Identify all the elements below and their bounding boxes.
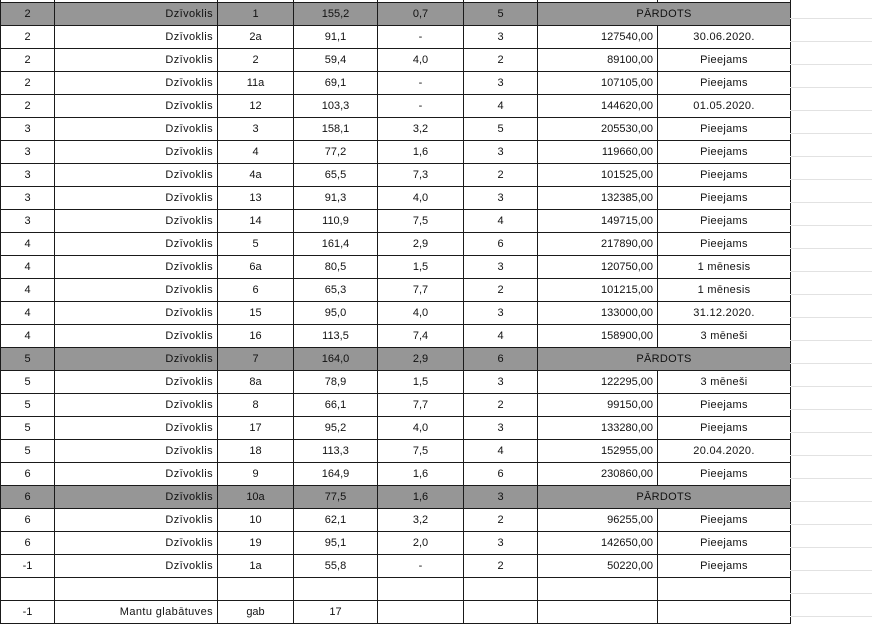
apartment-number-cell[interactable]: 9 xyxy=(218,463,294,486)
floor-cell[interactable]: -1 xyxy=(1,555,55,578)
empty-cell[interactable] xyxy=(1,578,55,601)
status-cell[interactable]: Pieejams xyxy=(658,463,791,486)
apartment-number-cell[interactable]: 5 xyxy=(218,233,294,256)
status-cell[interactable]: Pieejams xyxy=(658,141,791,164)
table-row xyxy=(1,279,791,302)
status-cell[interactable]: Pieejams xyxy=(658,210,791,233)
area-cell[interactable]: 78,9 xyxy=(294,371,378,394)
table-row xyxy=(1,532,791,555)
table-row xyxy=(1,463,791,486)
floor-cell[interactable]: 4 xyxy=(1,279,55,302)
apartment-number-cell[interactable]: 2 xyxy=(218,49,294,72)
empty-cell[interactable] xyxy=(378,601,464,624)
area-cell[interactable]: 164,0 xyxy=(294,348,378,371)
type-cell[interactable]: Dzīvoklis xyxy=(55,187,218,210)
price-cell[interactable]: 96255,00 xyxy=(538,509,658,532)
balcony-area-cell[interactable]: 2,9 xyxy=(378,348,464,371)
balcony-area-cell[interactable]: 2,0 xyxy=(378,532,464,555)
balcony-area-cell[interactable]: - xyxy=(378,26,464,49)
empty-cell[interactable] xyxy=(294,578,378,601)
table-row xyxy=(1,509,791,532)
area-cell[interactable]: 65,3 xyxy=(294,279,378,302)
apartment-number-cell[interactable]: 6 xyxy=(218,279,294,302)
price-cell[interactable]: 133280,00 xyxy=(538,417,658,440)
rooms-cell[interactable]: 3 xyxy=(464,302,538,325)
area-cell[interactable]: 113,3 xyxy=(294,440,378,463)
floor-cell[interactable]: 3 xyxy=(1,141,55,164)
rooms-cell[interactable]: 3 xyxy=(464,486,538,509)
table-row xyxy=(1,187,791,210)
type-cell[interactable]: Dzīvoklis xyxy=(55,279,218,302)
rooms-cell[interactable]: 3 xyxy=(464,141,538,164)
status-sold-cell[interactable]: PĀRDOTS xyxy=(538,486,791,509)
table-row xyxy=(1,26,791,49)
balcony-area-cell[interactable]: - xyxy=(378,72,464,95)
floor-cell[interactable]: 3 xyxy=(1,210,55,233)
empty-cell[interactable] xyxy=(538,601,658,624)
area-cell[interactable]: 91,1 xyxy=(294,26,378,49)
floor-cell[interactable]: 4 xyxy=(1,302,55,325)
table-row xyxy=(1,256,791,279)
table-row xyxy=(1,371,791,394)
floor-cell[interactable]: 6 xyxy=(1,509,55,532)
table-row xyxy=(1,72,791,95)
floor-cell[interactable]: 4 xyxy=(1,233,55,256)
apartment-number-cell[interactable]: 19 xyxy=(218,532,294,555)
floor-cell[interactable]: 2 xyxy=(1,3,55,26)
status-sold-cell[interactable]: PĀRDOTS xyxy=(538,348,791,371)
area-cell[interactable]: 66,1 xyxy=(294,394,378,417)
rooms-cell[interactable]: 3 xyxy=(464,256,538,279)
area-cell[interactable]: 95,0 xyxy=(294,302,378,325)
type-cell[interactable]: Dzīvoklis xyxy=(55,325,218,348)
balcony-area-cell[interactable]: 3,2 xyxy=(378,118,464,141)
balcony-area-cell[interactable]: - xyxy=(378,555,464,578)
table-row xyxy=(1,440,791,463)
status-cell[interactable]: 3 mēneši xyxy=(658,371,791,394)
area-cell[interactable]: 77,2 xyxy=(294,141,378,164)
table-row xyxy=(1,118,791,141)
type-cell[interactable]: Dzīvoklis xyxy=(55,417,218,440)
empty-cell[interactable] xyxy=(218,578,294,601)
balcony-area-cell[interactable]: 3,2 xyxy=(378,509,464,532)
floor-cell[interactable]: 3 xyxy=(1,164,55,187)
price-cell[interactable]: 217890,00 xyxy=(538,233,658,256)
price-cell[interactable]: 230860,00 xyxy=(538,463,658,486)
apartment-number-cell[interactable]: 14 xyxy=(218,210,294,233)
price-cell[interactable]: 132385,00 xyxy=(538,187,658,210)
apartment-number-cell[interactable]: 1a xyxy=(218,555,294,578)
price-cell[interactable]: 89100,00 xyxy=(538,49,658,72)
rooms-cell[interactable]: 4 xyxy=(464,325,538,348)
apartment-number-cell[interactable]: 4 xyxy=(218,141,294,164)
storage-label-cell[interactable]: Mantu glabātuves xyxy=(55,601,218,624)
status-cell[interactable]: 3 mēneši xyxy=(658,325,791,348)
price-cell[interactable]: 144620,00 xyxy=(538,95,658,118)
area-cell[interactable]: 110,9 xyxy=(294,210,378,233)
rooms-cell[interactable]: 5 xyxy=(464,3,538,26)
floor-cell[interactable]: 5 xyxy=(1,394,55,417)
table-row xyxy=(1,555,791,578)
empty-cell[interactable] xyxy=(464,578,538,601)
table-row xyxy=(1,49,791,72)
balcony-area-cell[interactable]: 4,0 xyxy=(378,187,464,210)
area-cell[interactable]: 161,4 xyxy=(294,233,378,256)
floor-cell[interactable]: 3 xyxy=(1,118,55,141)
balcony-area-cell[interactable]: - xyxy=(378,95,464,118)
type-cell[interactable]: Dzīvoklis xyxy=(55,256,218,279)
table-row-sold xyxy=(1,348,791,371)
floor-cell[interactable]: 5 xyxy=(1,371,55,394)
type-cell[interactable]: Dzīvoklis xyxy=(55,95,218,118)
balcony-area-cell[interactable]: 4,0 xyxy=(378,417,464,440)
table-row xyxy=(1,95,791,118)
price-cell[interactable]: 152955,00 xyxy=(538,440,658,463)
type-cell[interactable]: Dzīvoklis xyxy=(55,555,218,578)
storage-unit-cell[interactable]: gab xyxy=(218,601,294,624)
area-cell[interactable]: 69,1 xyxy=(294,72,378,95)
apartment-number-cell[interactable]: 6a xyxy=(218,256,294,279)
empty-cell[interactable] xyxy=(538,578,658,601)
status-cell[interactable]: Pieejams xyxy=(658,532,791,555)
type-cell[interactable]: Dzīvoklis xyxy=(55,486,218,509)
balcony-area-cell[interactable]: 7,5 xyxy=(378,440,464,463)
price-cell[interactable]: 101525,00 xyxy=(538,164,658,187)
area-cell[interactable]: 80,5 xyxy=(294,256,378,279)
type-cell[interactable]: Dzīvoklis xyxy=(55,394,218,417)
rooms-cell[interactable]: 3 xyxy=(464,187,538,210)
apartment-number-cell[interactable]: 4a xyxy=(218,164,294,187)
status-cell[interactable]: Pieejams xyxy=(658,118,791,141)
table-row xyxy=(1,302,791,325)
price-cell[interactable]: 101215,00 xyxy=(538,279,658,302)
type-cell[interactable]: Dzīvoklis xyxy=(55,141,218,164)
rooms-cell[interactable]: 3 xyxy=(464,371,538,394)
status-cell[interactable]: 30.06.2020. xyxy=(658,26,791,49)
balcony-area-cell[interactable]: 1,5 xyxy=(378,371,464,394)
rooms-cell[interactable]: 4 xyxy=(464,440,538,463)
type-cell[interactable]: Dzīvoklis xyxy=(55,210,218,233)
apartment-number-cell[interactable]: 16 xyxy=(218,325,294,348)
balcony-area-cell[interactable]: 1,6 xyxy=(378,463,464,486)
floor-cell[interactable]: 2 xyxy=(1,95,55,118)
status-cell[interactable]: 31.12.2020. xyxy=(658,302,791,325)
status-cell[interactable]: Pieejams xyxy=(658,72,791,95)
balcony-area-cell[interactable]: 7,7 xyxy=(378,394,464,417)
apartment-number-cell[interactable]: 8 xyxy=(218,394,294,417)
type-cell[interactable]: Dzīvoklis xyxy=(55,26,218,49)
balcony-area-cell[interactable]: 0,7 xyxy=(378,3,464,26)
area-cell[interactable]: 155,2 xyxy=(294,3,378,26)
status-cell[interactable]: Pieejams xyxy=(658,49,791,72)
balcony-area-cell[interactable]: 2,9 xyxy=(378,233,464,256)
area-cell[interactable]: 59,4 xyxy=(294,49,378,72)
price-cell[interactable]: 50220,00 xyxy=(538,555,658,578)
rooms-cell[interactable]: 4 xyxy=(464,95,538,118)
type-cell[interactable]: Dzīvoklis xyxy=(55,49,218,72)
rooms-cell[interactable]: 6 xyxy=(464,233,538,256)
rooms-cell[interactable]: 6 xyxy=(464,348,538,371)
rooms-cell[interactable]: 3 xyxy=(464,417,538,440)
type-cell[interactable]: Dzīvoklis xyxy=(55,440,218,463)
table-row xyxy=(1,164,791,187)
status-cell[interactable]: Pieejams xyxy=(658,509,791,532)
apartment-number-cell[interactable]: 3 xyxy=(218,118,294,141)
price-cell[interactable]: 142650,00 xyxy=(538,532,658,555)
area-cell[interactable]: 95,2 xyxy=(294,417,378,440)
status-cell[interactable]: Pieejams xyxy=(658,187,791,210)
price-cell[interactable]: 122295,00 xyxy=(538,371,658,394)
empty-cell[interactable] xyxy=(658,578,791,601)
status-cell[interactable]: Pieejams xyxy=(658,555,791,578)
rooms-cell[interactable]: 2 xyxy=(464,49,538,72)
empty-cell[interactable] xyxy=(55,578,218,601)
apartment-number-cell[interactable]: 15 xyxy=(218,302,294,325)
price-cell[interactable]: 119660,00 xyxy=(538,141,658,164)
floor-cell[interactable]: 6 xyxy=(1,532,55,555)
type-cell[interactable]: Dzīvoklis xyxy=(55,118,218,141)
type-cell[interactable]: Dzīvoklis xyxy=(55,371,218,394)
rooms-cell[interactable]: 2 xyxy=(464,279,538,302)
balcony-area-cell[interactable]: 4,0 xyxy=(378,302,464,325)
floor-cell[interactable]: 5 xyxy=(1,348,55,371)
rooms-cell[interactable]: 2 xyxy=(464,394,538,417)
rooms-cell[interactable]: 3 xyxy=(464,72,538,95)
apartment-number-cell[interactable]: 12 xyxy=(218,95,294,118)
table-row xyxy=(1,141,791,164)
apartment-number-cell[interactable]: 11a xyxy=(218,72,294,95)
floor-cell[interactable]: 6 xyxy=(1,486,55,509)
floor-cell[interactable]: 2 xyxy=(1,26,55,49)
rooms-cell[interactable]: 2 xyxy=(464,164,538,187)
floor-cell[interactable]: 3 xyxy=(1,187,55,210)
area-cell[interactable]: 113,5 xyxy=(294,325,378,348)
empty-cell[interactable] xyxy=(464,601,538,624)
status-cell[interactable]: 01.05.2020. xyxy=(658,95,791,118)
floor-cell[interactable]: 4 xyxy=(1,256,55,279)
apartment-number-cell[interactable]: 7 xyxy=(218,348,294,371)
status-cell[interactable]: Pieejams xyxy=(658,417,791,440)
status-cell[interactable]: Pieejams xyxy=(658,394,791,417)
rooms-cell[interactable]: 6 xyxy=(464,463,538,486)
balcony-area-cell[interactable]: 1,5 xyxy=(378,256,464,279)
rooms-cell[interactable]: 3 xyxy=(464,532,538,555)
area-cell[interactable]: 164,9 xyxy=(294,463,378,486)
area-cell[interactable]: 95,1 xyxy=(294,532,378,555)
balcony-area-cell[interactable]: 7,7 xyxy=(378,279,464,302)
apartment-number-cell[interactable]: 18 xyxy=(218,440,294,463)
floor-cell[interactable]: 6 xyxy=(1,463,55,486)
status-cell[interactable]: 20.04.2020. xyxy=(658,440,791,463)
table-row xyxy=(1,233,791,256)
apartment-number-cell[interactable]: 10a xyxy=(218,486,294,509)
price-cell[interactable]: 158900,00 xyxy=(538,325,658,348)
price-cell[interactable]: 127540,00 xyxy=(538,26,658,49)
floor-cell[interactable]: 5 xyxy=(1,440,55,463)
table-row-sold xyxy=(1,3,791,26)
table-row xyxy=(1,417,791,440)
status-sold-cell[interactable]: PĀRDOTS xyxy=(538,3,791,26)
rooms-cell[interactable]: 2 xyxy=(464,555,538,578)
empty-row xyxy=(1,578,791,601)
type-cell[interactable]: Dzīvoklis xyxy=(55,463,218,486)
price-cell[interactable]: 149715,00 xyxy=(538,210,658,233)
apartment-number-cell[interactable]: 10 xyxy=(218,509,294,532)
floor-cell[interactable]: 5 xyxy=(1,417,55,440)
area-cell[interactable]: 77,5 xyxy=(294,486,378,509)
status-cell[interactable]: 1 mēnesis xyxy=(658,256,791,279)
area-cell[interactable]: 65,5 xyxy=(294,164,378,187)
rooms-cell[interactable]: 4 xyxy=(464,210,538,233)
balcony-area-cell[interactable]: 4,0 xyxy=(378,49,464,72)
apartment-number-cell[interactable]: 1 xyxy=(218,3,294,26)
type-cell[interactable]: Dzīvoklis xyxy=(55,348,218,371)
storage-count-cell[interactable]: 17 xyxy=(294,601,378,624)
table-row xyxy=(1,394,791,417)
rooms-cell[interactable]: 5 xyxy=(464,118,538,141)
price-cell[interactable]: 120750,00 xyxy=(538,256,658,279)
balcony-area-cell[interactable]: 7,4 xyxy=(378,325,464,348)
price-cell[interactable]: 133000,00 xyxy=(538,302,658,325)
rooms-cell[interactable]: 2 xyxy=(464,509,538,532)
status-cell[interactable]: 1 mēnesis xyxy=(658,279,791,302)
empty-cell[interactable] xyxy=(378,578,464,601)
apartment-number-cell[interactable]: 2a xyxy=(218,26,294,49)
balcony-area-cell[interactable]: 7,3 xyxy=(378,164,464,187)
type-cell[interactable]: Dzīvoklis xyxy=(55,72,218,95)
area-cell[interactable]: 62,1 xyxy=(294,509,378,532)
area-cell[interactable]: 55,8 xyxy=(294,555,378,578)
area-cell[interactable]: 103,3 xyxy=(294,95,378,118)
type-cell[interactable]: Dzīvoklis xyxy=(55,164,218,187)
area-cell[interactable]: 91,3 xyxy=(294,187,378,210)
balcony-area-cell[interactable]: 1,6 xyxy=(378,486,464,509)
storage-row xyxy=(1,601,791,624)
type-cell[interactable]: Dzīvoklis xyxy=(55,509,218,532)
storage-floor-cell[interactable]: -1 xyxy=(1,601,55,624)
floor-cell[interactable]: 2 xyxy=(1,49,55,72)
area-cell[interactable]: 158,1 xyxy=(294,118,378,141)
price-cell[interactable]: 99150,00 xyxy=(538,394,658,417)
gridlines-outside xyxy=(790,0,872,630)
table-row-sold xyxy=(1,486,791,509)
price-cell[interactable]: 107105,00 xyxy=(538,72,658,95)
price-cell[interactable]: 205530,00 xyxy=(538,118,658,141)
type-cell[interactable]: Dzīvoklis xyxy=(55,532,218,555)
floor-cell[interactable]: 2 xyxy=(1,72,55,95)
status-cell[interactable]: Pieejams xyxy=(658,233,791,256)
status-cell[interactable]: Pieejams xyxy=(658,164,791,187)
table-row xyxy=(1,325,791,348)
type-cell[interactable]: Dzīvoklis xyxy=(55,233,218,256)
rooms-cell[interactable]: 3 xyxy=(464,26,538,49)
type-cell[interactable]: Dzīvoklis xyxy=(55,302,218,325)
floor-cell[interactable]: 4 xyxy=(1,325,55,348)
balcony-area-cell[interactable]: 1,6 xyxy=(378,141,464,164)
balcony-area-cell[interactable]: 7,5 xyxy=(378,210,464,233)
apartment-number-cell[interactable]: 13 xyxy=(218,187,294,210)
apartment-number-cell[interactable]: 17 xyxy=(218,417,294,440)
empty-cell[interactable] xyxy=(658,601,791,624)
apartment-number-cell[interactable]: 8a xyxy=(218,371,294,394)
type-cell[interactable]: Dzīvoklis xyxy=(55,3,218,26)
table-row xyxy=(1,210,791,233)
